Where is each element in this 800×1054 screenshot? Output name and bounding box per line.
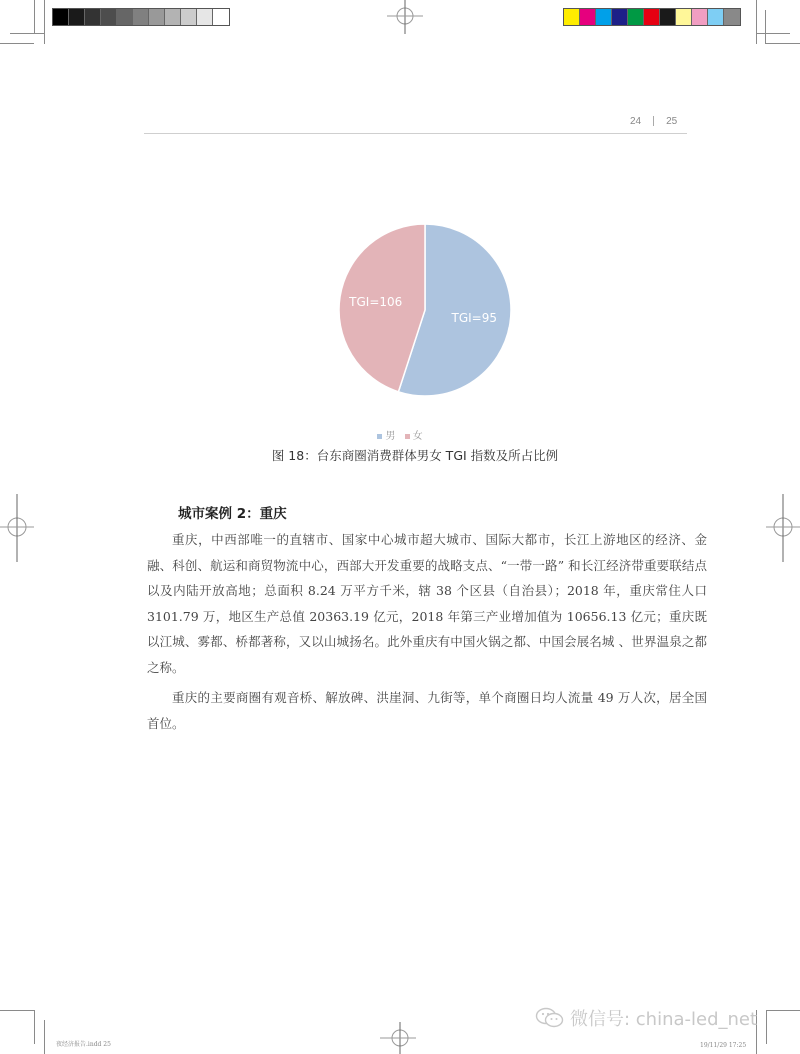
wechat-icon (535, 1007, 565, 1029)
color-swatch (676, 9, 692, 25)
watermark-text: 微信号: china-led_net (570, 1009, 758, 1030)
body-text (147, 527, 707, 736)
watermark (535, 1005, 757, 1031)
crop-mark (766, 1010, 767, 1044)
figure-caption: 图 18：台东商圈消费群体男女 TGI 指数及所占比例 (271, 448, 559, 463)
color-swatch (101, 9, 117, 25)
color-swatch (596, 9, 612, 25)
footer-file-label: 夜经济报告.indd 25 (56, 1041, 111, 1048)
legend-label: 男 (385, 431, 396, 442)
legend-item-male (377, 431, 395, 442)
process-color-bar (563, 8, 741, 26)
crop-mark (765, 10, 766, 44)
paragraph: 重庆，中西部唯一的直辖市、国家中心城市超大城市、国际大都市，长江上游地区的经济、金融、科创、航运和商贸物流中心，西部大开发重要的战略支点、“一带一路” 和长江经济带重要联结点以及内陆开放高地；总面积 8.24 万平方千米，辖 38 个区县（自治县）；2018 年，重庆常住人口 3101.79 万，地区生产总值 20363.19 亿元，2018 年第三产业增加值为 10656.13 亿元；重庆既以江城、雾都、桥都著称，又以山城扬名。此外重庆有中国火锅之都、中国会展名城 、世界温泉之都之称。 (147, 532, 707, 675)
color-swatch (149, 9, 165, 25)
chart-legend (0, 427, 800, 442)
pie-data-label: TGI=95 (451, 310, 498, 325)
color-swatch (197, 9, 213, 25)
color-swatch (644, 9, 660, 25)
color-swatch (724, 9, 740, 25)
color-swatch (69, 9, 85, 25)
page-number-left: 24 (630, 116, 642, 127)
page-number-right: 25 (666, 116, 678, 127)
crop-mark (756, 33, 790, 34)
pie-chart (330, 215, 520, 405)
color-swatch (708, 9, 724, 25)
footer-timestamp: 19/11/29 17:25 (700, 1042, 747, 1049)
crop-mark (34, 1010, 35, 1044)
color-swatch (53, 9, 69, 25)
pie-data-label: TGI=106 (349, 295, 403, 310)
paragraph: 重庆的主要商圈有观音桥、解放碑、洪崖洞、九街等，单个商圈日均人流量 49 万人次，居全国首位。 (147, 690, 707, 731)
legend-swatch-icon (405, 434, 410, 439)
crop-mark (766, 1010, 800, 1011)
color-swatch (181, 9, 197, 25)
color-swatch (660, 9, 676, 25)
page-numbers (630, 116, 677, 127)
color-swatch (628, 9, 644, 25)
header-rule (144, 133, 687, 134)
crop-mark (44, 0, 45, 44)
legend-swatch-icon (377, 434, 382, 439)
registration-mark-right (764, 490, 800, 570)
color-swatch (612, 9, 628, 25)
color-swatch (564, 9, 580, 25)
color-swatch (692, 9, 708, 25)
registration-mark-bottom (380, 1020, 420, 1054)
crop-mark (34, 0, 35, 34)
crop-mark (756, 0, 757, 44)
crop-mark (44, 1020, 45, 1054)
crop-mark (766, 43, 800, 44)
registration-mark-left (0, 490, 36, 570)
legend-label: 女 (412, 431, 423, 442)
color-swatch (117, 9, 133, 25)
color-swatch (165, 9, 181, 25)
color-swatch (213, 9, 229, 25)
color-swatch (580, 9, 596, 25)
page-number-separator (653, 116, 654, 126)
section-title: 城市案例 2：重庆 (178, 506, 287, 522)
crop-mark (0, 1010, 34, 1011)
grayscale-color-bar (52, 8, 230, 26)
color-swatch (133, 9, 149, 25)
color-swatch (85, 9, 101, 25)
registration-mark-top (385, 0, 425, 34)
legend-item-female (405, 431, 423, 442)
crop-mark (0, 43, 34, 44)
pie-chart-svg (330, 215, 520, 405)
crop-mark (10, 33, 44, 34)
